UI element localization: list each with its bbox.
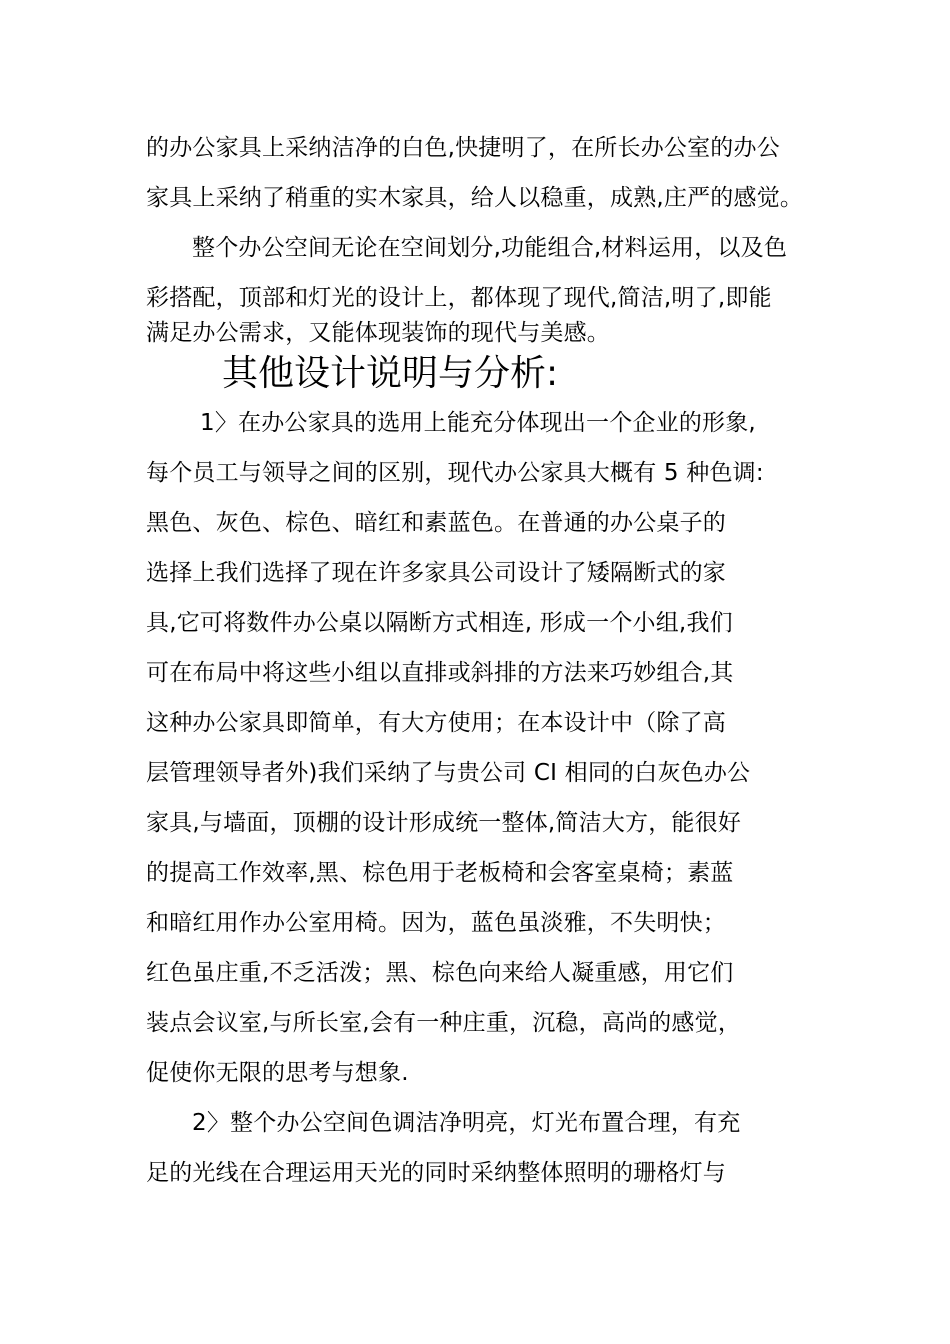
- list-item-line: 黑色、灰色、棕色、暗红和素蓝色。在普通的办公桌子的: [146, 510, 726, 536]
- paragraph-line: 整个办公空间无论在空间划分,功能组合,材料运用，以及色: [192, 235, 788, 261]
- list-item-line: 装点会议室,与所长室,会有一种庄重，沉稳，高尚的感觉，: [146, 1010, 742, 1036]
- list-item-line: 选择上我们选择了现在许多家具公司设计了矮隔断式的家: [146, 560, 726, 586]
- list-item-line: 红色虽庄重,不乏活泼；黑、棕色向来给人凝重感，用它们: [146, 960, 734, 986]
- list-item-line: 可在布局中将这些小组以直排或斜排的方法来巧妙组合,其: [146, 660, 734, 686]
- list-item-line: 和暗红用作办公室用椅。因为，蓝色虽淡雅，不失明快；: [146, 910, 726, 936]
- section-heading: 其他设计说明与分析:: [222, 353, 559, 394]
- list-item-line: 具,它可将数件办公桌以隔断方式相连, 形成一个小组,我们: [146, 610, 733, 636]
- paragraph-line: 彩搭配，顶部和灯光的设计上，都体现了现代,简洁,明了,即能: [146, 285, 772, 311]
- paragraph-line: 家具上采纳了稍重的实木家具，给人以稳重，成熟,庄严的感觉。: [146, 185, 804, 211]
- list-item-line: 每个员工与领导之间的区别，现代办公家具大概有 5 种色调:: [146, 460, 764, 486]
- list-item-line: 1〉在办公家具的选用上能充分体现出一个企业的形象,: [200, 410, 756, 436]
- list-item-line: 促使你无限的思考与想象.: [146, 1060, 409, 1086]
- list-item-line: 的提高工作效率,黑、棕色用于老板椅和会客室桌椅；素蓝: [146, 860, 734, 886]
- paragraph-line: 的办公家具上采纳洁净的白色,快捷明了，在所长办公室的办公: [146, 135, 780, 161]
- list-item-line: 这种办公家具即简单，有大方使用；在本设计中（除了高: [146, 710, 726, 736]
- list-item-line: 家具,与墙面，顶棚的设计形成统一整体,简洁大方，能很好: [146, 810, 742, 836]
- list-item-line: 层管理领导者外)我们采纳了与贵公司 CI 相同的白灰色办公: [146, 760, 751, 786]
- paragraph-line: 满足办公需求，又能体现装饰的现代与美感。: [146, 320, 610, 346]
- list-item-line: 2〉整个办公空间色调洁净明亮，灯光布置合理，有充: [192, 1110, 741, 1136]
- list-item-line: 足的光线在合理运用天光的同时采纳整体照明的珊格灯与: [146, 1160, 726, 1186]
